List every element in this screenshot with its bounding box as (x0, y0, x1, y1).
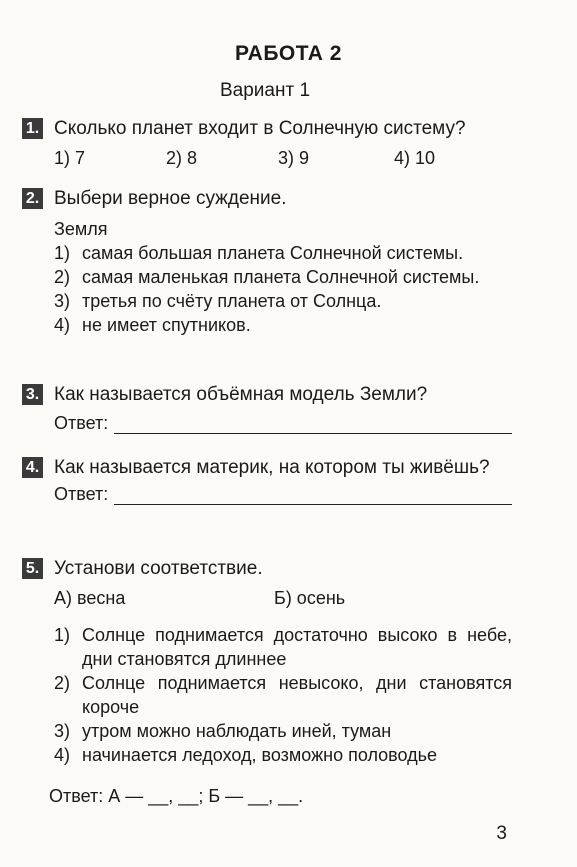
q2-option-1[interactable]: 1) самая большая планета Солнечной системы. (54, 243, 464, 263)
question-4 (22, 456, 512, 505)
question-text: Выбери верное суждение. (54, 188, 287, 209)
question-1 (22, 117, 512, 141)
q2-option-2[interactable]: 2) самая маленькая планета Солнечной системы. (54, 267, 480, 287)
q1-option-2[interactable]: 2) 8 (166, 148, 198, 168)
variant-label: Вариант 1 (219, 80, 311, 101)
q5-statement-4: 4) начинается ледоход, возможно половодье (54, 745, 438, 765)
question-2 (22, 187, 512, 337)
page-title: РАБОТА 2 (235, 42, 342, 65)
q2-option-3[interactable]: 3) третья по счёту планета от Солнца. (54, 291, 382, 311)
q1-option-3[interactable]: 3) 9 (278, 148, 310, 168)
q5-statements (22, 623, 512, 767)
q1-option-1[interactable]: 1) 7 (54, 148, 86, 168)
q2-option-4[interactable]: 4) не имеет спутников. (54, 315, 251, 335)
answer-template: Ответ: А — __, __; Б — __, __. (49, 786, 304, 806)
question-number: 2. (22, 188, 43, 209)
question-number: 4. (22, 457, 43, 478)
question-number: 1. (22, 118, 43, 139)
question-text: Как называется материк, на котором ты живёшь? (54, 457, 490, 478)
answer-field[interactable] (114, 415, 512, 434)
question-3 (22, 383, 512, 434)
answer-label: Ответ: (54, 484, 109, 504)
answer-label: Ответ: (54, 413, 109, 433)
q5-statement-1: 1) Солнце поднимается достаточно высоко в небе, дни становятся длиннее (54, 625, 512, 669)
q2-subject: Земля (54, 219, 108, 239)
question-text: Установи соответствие. (54, 558, 263, 579)
q5-column-a: А) весна (54, 588, 126, 608)
q5-column-b: Б) осень (274, 588, 346, 608)
question-number: 3. (22, 384, 43, 405)
q5-statement-2: 2) Солнце поднимается невысоко, дни становятся короче (54, 673, 512, 717)
q1-option-4[interactable]: 4) 10 (394, 148, 436, 168)
q3-answer (54, 413, 512, 434)
q5-statement-3: 3) утром можно наблюдать иней, туман (54, 721, 392, 741)
question-text: Сколько планет входит в Солнечную систему? (54, 118, 466, 139)
question-5 (22, 557, 512, 581)
page-number: 3 (496, 823, 507, 844)
question-text: Как называется объёмная модель Земли? (54, 384, 428, 405)
answer-field[interactable] (114, 486, 512, 505)
question-number: 5. (22, 558, 43, 579)
q4-answer (54, 484, 512, 505)
q2-options-list (54, 241, 512, 337)
